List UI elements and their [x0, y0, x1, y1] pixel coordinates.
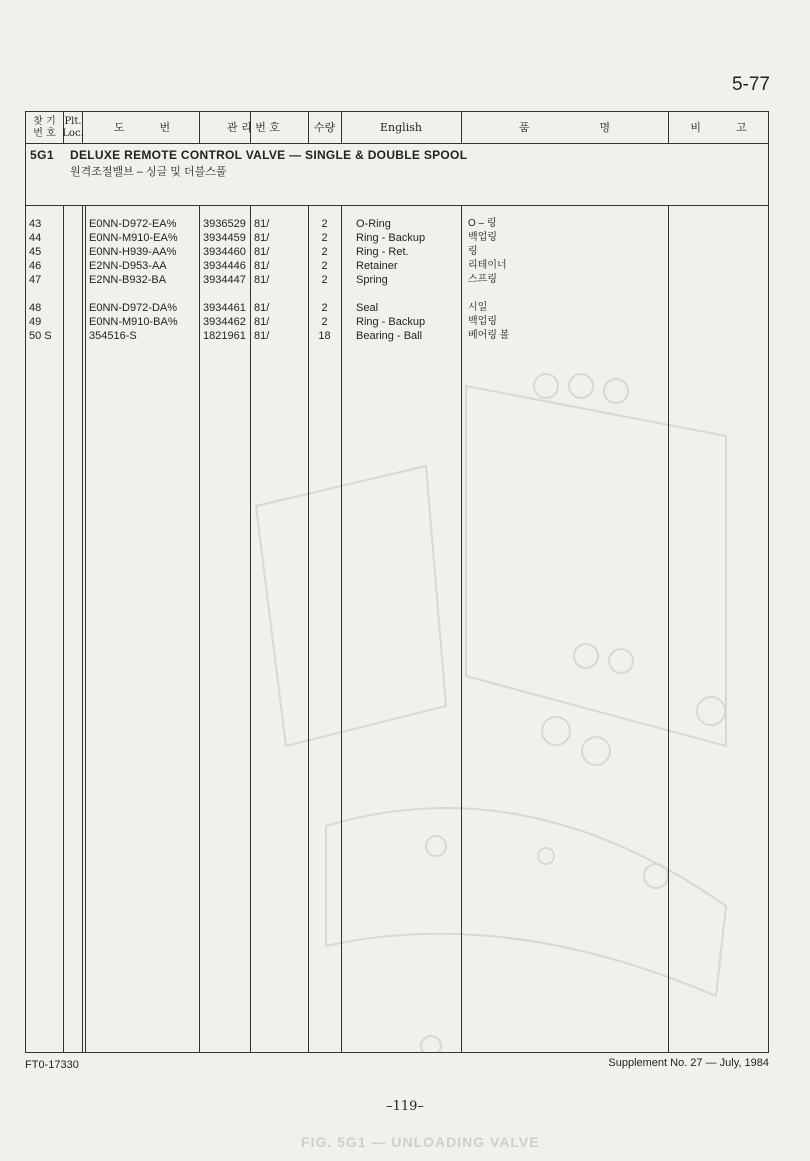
section-subtitle: 원격조절밸브 – 싱글 및 더블스풀	[70, 166, 227, 178]
header-plt-loc: Plt. Loc.	[62, 115, 84, 139]
document-code: FT0-17330	[25, 1059, 79, 1071]
header-find-no: 찾 기 번 호	[33, 115, 56, 139]
find-no: 49	[29, 316, 42, 328]
korean-name: 백업링	[468, 316, 497, 327]
supplement-info: Supplement No. 27 — July, 1984	[608, 1057, 769, 1069]
header-remarks: 비 고	[690, 120, 747, 134]
quantity: 2	[321, 218, 328, 230]
english-name: Ring - Backup	[356, 316, 426, 328]
part-number: E0NN-M910-BA%	[89, 316, 178, 328]
part-number: E0NN-M910-EA%	[89, 232, 178, 244]
korean-name: 베어링 볼	[468, 330, 510, 341]
part-number: E2NN-D953-AA	[89, 260, 167, 272]
mgmt-number: 3934461	[203, 302, 246, 314]
page-number-bottom: –119–	[386, 1099, 424, 1114]
code: 81/	[254, 302, 270, 314]
find-no: 48	[29, 302, 42, 314]
header-part-name: 품 명	[518, 120, 611, 134]
mgmt-number: 3934446	[203, 260, 246, 272]
header-drawing-no: 도 번	[113, 120, 171, 134]
part-number: E0NN-D972-DA%	[89, 302, 178, 314]
code: 81/	[254, 232, 270, 244]
find-no: 43	[29, 218, 42, 230]
english-name: Spring	[356, 274, 388, 286]
mgmt-number: 3934460	[203, 246, 246, 258]
find-no: 45	[29, 246, 42, 258]
quantity: 2	[321, 246, 328, 258]
quantity: 2	[321, 232, 328, 244]
mgmt-number: 3934447	[203, 274, 246, 286]
header-mgmt-no: 관 리 번 호	[227, 120, 280, 134]
english-name: Ring - Ret.	[356, 246, 409, 258]
part-number: 354516-S	[89, 330, 137, 342]
part-number: E0NN-H939-AA%	[89, 246, 177, 258]
mgmt-number: 3934462	[203, 316, 246, 328]
korean-name: 시일	[468, 302, 488, 313]
mgmt-number: 1821961	[203, 330, 246, 342]
quantity: 2	[321, 316, 328, 328]
code: 81/	[254, 274, 270, 286]
find-no: 44	[29, 232, 42, 244]
figure-caption: FIG. 5G1 — UNLOADING VALVE	[301, 1134, 540, 1150]
find-no: 46	[29, 260, 42, 272]
korean-name: 링	[468, 246, 478, 257]
english-name: Seal	[356, 302, 379, 314]
english-name: Ring - Backup	[356, 232, 426, 244]
code: 81/	[254, 316, 270, 328]
quantity: 18	[318, 330, 331, 342]
quantity: 2	[321, 274, 328, 286]
code: 81/	[254, 246, 270, 258]
part-number: E0NN-D972-EA%	[89, 218, 177, 230]
code: 81/	[254, 260, 270, 272]
korean-name: 백업링	[468, 232, 497, 243]
korean-name: O – 링	[468, 218, 497, 229]
find-no: 50 S	[29, 330, 52, 342]
english-name: O-Ring	[356, 218, 391, 230]
quantity: 2	[321, 302, 328, 314]
english-name: Bearing - Ball	[356, 330, 423, 342]
korean-name: 스프링	[468, 274, 497, 285]
find-no: 47	[29, 274, 42, 286]
part-number: E2NN-B932-BA	[89, 274, 167, 286]
code: 81/	[254, 218, 270, 230]
mgmt-number: 3936529	[203, 218, 246, 230]
english-name: Retainer	[356, 260, 398, 272]
code: 81/	[254, 330, 270, 342]
page-number-top: 5-77	[731, 74, 770, 95]
header-english: English	[380, 120, 422, 134]
section-code: 5G1	[30, 148, 55, 162]
header-qty: 수량	[313, 120, 336, 134]
korean-name: 리테이너	[468, 260, 507, 271]
section-title: DELUXE REMOTE CONTROL VALVE — SINGLE & DOUBLE SPOOL	[70, 148, 468, 162]
mgmt-number: 3934459	[203, 232, 246, 244]
quantity: 2	[321, 260, 328, 272]
